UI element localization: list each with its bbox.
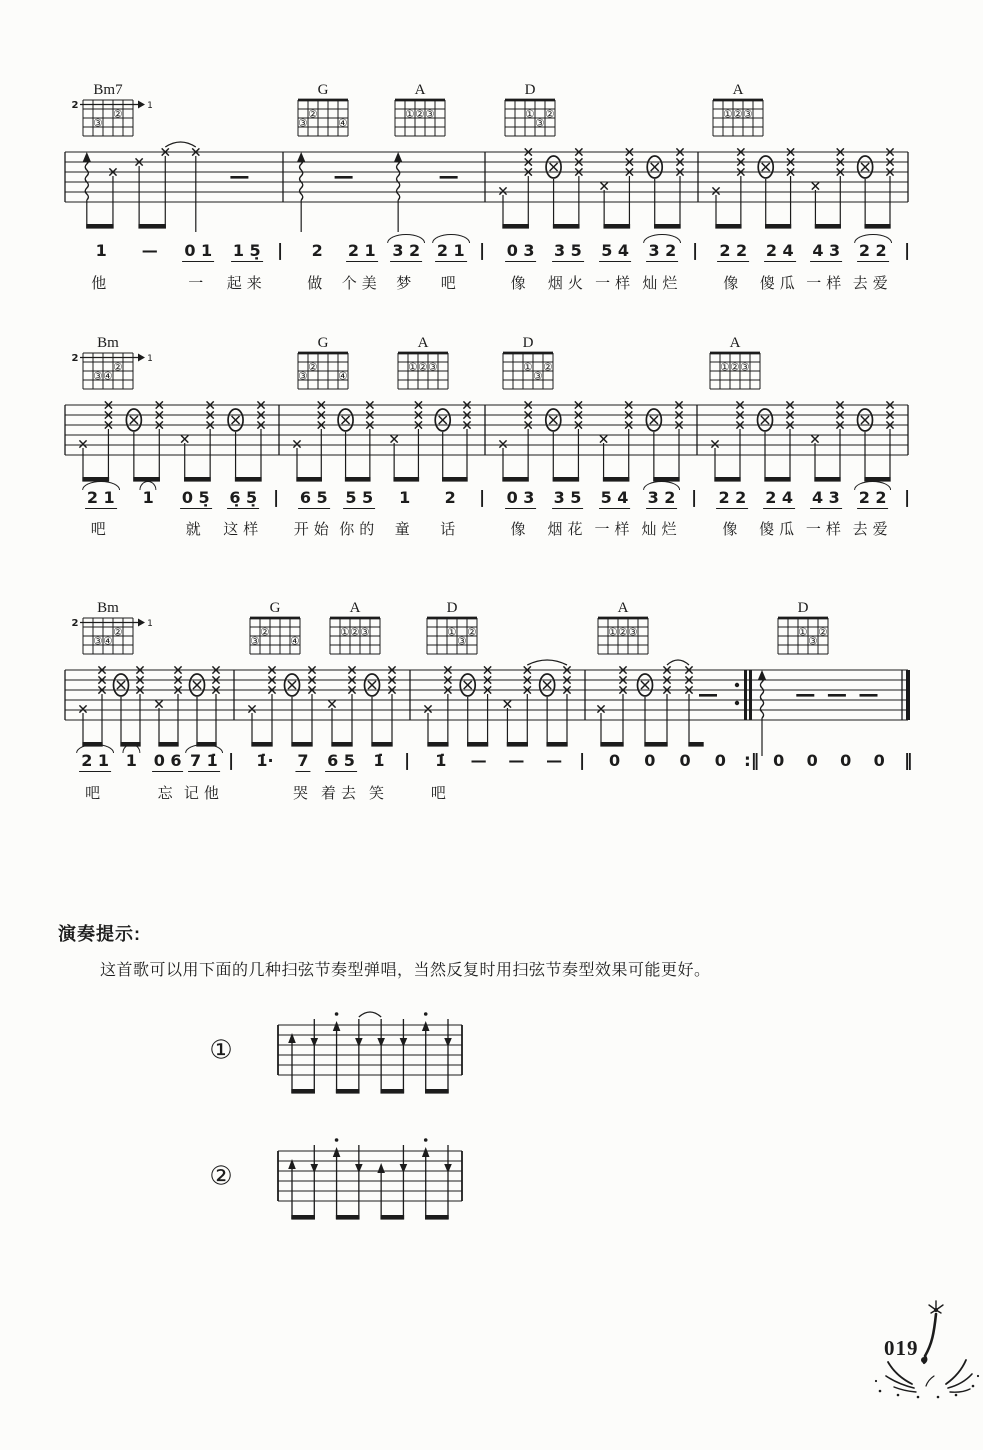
lyric-syllable: 去爱 [852, 275, 893, 292]
svg-text:③: ③ [743, 108, 753, 121]
melody-token: 0 [609, 751, 621, 770]
lyric-syllable: 梦 [396, 275, 417, 292]
svg-text:2: 2 [71, 100, 79, 111]
svg-text:Bm: Bm [97, 335, 119, 351]
svg-text:④: ④ [290, 635, 300, 648]
lyric-syllable: 他 [91, 275, 112, 292]
lyric-syllable: 像 [510, 521, 531, 538]
lyric-syllable: 灿烂 [641, 521, 682, 538]
melody-token: 3 5 [553, 488, 582, 507]
svg-text:③: ③ [250, 635, 260, 648]
lyric-syllable: 吧 [85, 785, 106, 802]
svg-text:③: ③ [93, 370, 103, 383]
svg-text:②: ② [113, 361, 123, 374]
melody-token: 2 2 [718, 488, 747, 507]
melody-token: 0 [806, 751, 818, 770]
lyric-syllable: 傻瓜 [759, 275, 800, 292]
lyric-syllable: 做 [307, 275, 328, 292]
lyric-syllable: 像 [510, 275, 531, 292]
svg-text:②: ② [308, 108, 318, 121]
svg-text:1: 1 [147, 101, 153, 111]
lyric-syllable: 一样 [805, 521, 846, 538]
melody-token: 1 [399, 488, 411, 507]
melody-token: 0 [714, 751, 726, 770]
svg-text:①: ① [340, 626, 350, 639]
svg-text:D: D [446, 600, 458, 616]
svg-text:①: ① [798, 626, 808, 639]
lyric-syllable: 像 [723, 275, 744, 292]
svg-text:③: ③ [298, 117, 308, 130]
melody-token: 5 5 [345, 488, 374, 507]
svg-text:③: ③ [808, 635, 818, 648]
svg-text:②: ② [618, 626, 628, 639]
lyric-syllable: 吧 [90, 521, 111, 538]
svg-text:①: ① [608, 626, 618, 639]
melody-token: 0 1 [184, 241, 213, 260]
system-end-barline: ‖ [904, 751, 913, 771]
svg-text:④: ④ [338, 370, 348, 383]
svg-text:A: A [414, 82, 426, 98]
lyric-syllable: 吧 [440, 275, 461, 292]
melody-token: 1 [125, 751, 137, 770]
svg-text:②: ② [467, 626, 477, 639]
svg-text:2: 2 [71, 353, 79, 364]
svg-text:②: ② [260, 626, 270, 639]
svg-text:③: ③ [93, 117, 103, 130]
svg-text:③: ③ [360, 626, 370, 639]
svg-text:③: ③ [425, 108, 435, 121]
melody-token: 2 1 [347, 241, 376, 260]
lyric-syllable: 烟花 [547, 521, 588, 538]
svg-text:1: 1 [147, 354, 153, 364]
measure-separator: | [579, 751, 586, 771]
svg-text:③: ③ [428, 361, 438, 374]
svg-text:G: G [269, 600, 281, 616]
svg-text:③: ③ [533, 370, 543, 383]
melody-token: 2 4 [765, 241, 794, 260]
strum-pattern-1-label: ① [209, 1034, 233, 1065]
svg-text:G: G [317, 82, 329, 98]
melody-token: 0 3 [506, 488, 535, 507]
melody-token: 7 1̇ [189, 751, 218, 770]
melody-token: 1 [142, 488, 154, 507]
svg-text:A: A [349, 600, 361, 616]
lyric-syllable: 烟火 [547, 275, 588, 292]
melody-token: 5 4 [601, 241, 630, 260]
svg-text:D: D [524, 82, 536, 98]
svg-text:A: A [732, 82, 744, 98]
svg-text:D: D [522, 335, 534, 351]
melody-token: 3 2 [392, 241, 421, 260]
measure-separator: | [479, 241, 486, 261]
svg-text:③: ③ [535, 117, 545, 130]
svg-text:②: ② [308, 361, 318, 374]
lyric-syllable: 你的 [339, 521, 380, 538]
measure-separator: | [479, 488, 486, 508]
svg-text:D: D [797, 600, 809, 616]
melody-token: 1 [95, 241, 107, 260]
melody-token: 2 2 [858, 488, 887, 507]
melody-token: 3 2 [648, 241, 677, 260]
melody-token: 1̇· [256, 751, 274, 770]
svg-text:③: ③ [298, 370, 308, 383]
svg-text:②: ② [733, 108, 743, 121]
measure-separator: | [691, 488, 698, 508]
lyric-syllable: 一 [188, 275, 209, 292]
lyric-syllable: 像 [722, 521, 743, 538]
melody-token: 2 1 [81, 751, 110, 770]
system-end-barline: | [904, 241, 911, 261]
svg-text:2: 2 [71, 618, 79, 629]
melody-token: 2 [311, 241, 323, 260]
melody-token: 0 3 [506, 241, 535, 260]
svg-text:④: ④ [338, 117, 348, 130]
melody-token: 5 4 [600, 488, 629, 507]
melody-token: — [141, 241, 158, 260]
melody-token: 6̣ 5̣ [229, 488, 258, 507]
svg-text:①: ① [720, 361, 730, 374]
svg-text:G: G [317, 335, 329, 351]
melody-token: 2 2 [719, 241, 748, 260]
melody-token: 0 [873, 751, 885, 770]
melody-token: 0 [679, 751, 691, 770]
lyric-syllable: 就 [185, 521, 206, 538]
measure-separator: | [692, 241, 699, 261]
svg-text:④: ④ [103, 370, 113, 383]
lyric-syllable: 笑 [368, 785, 390, 802]
svg-text:②: ② [543, 361, 553, 374]
system-end-barline: | [904, 488, 911, 508]
lyric-syllable: 话 [440, 521, 461, 538]
melody-token: 0 [773, 751, 785, 770]
lyric-syllable: 一样 [595, 275, 636, 292]
lyric-syllable: 傻瓜 [759, 521, 800, 538]
melody-token: 1̇ [373, 751, 385, 770]
lyric-syllable: 着去 [320, 785, 362, 802]
svg-text:③: ③ [628, 626, 638, 639]
svg-text:①: ① [723, 108, 733, 121]
svg-text:①: ① [525, 108, 535, 121]
lyric-syllable: 这样 [223, 521, 264, 538]
svg-text:②: ② [730, 361, 740, 374]
strum-pattern-2-label: ② [209, 1160, 233, 1191]
svg-text:②: ② [113, 626, 123, 639]
melody-token: — [546, 751, 563, 770]
performance-tips-heading: 演奏提示: [58, 924, 141, 944]
svg-text:A: A [417, 335, 429, 351]
svg-text:Bm7: Bm7 [93, 82, 123, 98]
lyric-syllable: 个美 [341, 275, 382, 292]
svg-text:④: ④ [103, 635, 113, 648]
lyric-syllable: 哭 [292, 785, 314, 802]
svg-text:1: 1 [147, 619, 153, 629]
melody-token: 0 [644, 751, 656, 770]
lyric-syllable: 开始 [293, 521, 334, 538]
measure-separator: :‖ [744, 751, 760, 771]
melody-token: 1 5̣ [232, 241, 261, 260]
melody-token: 7 [297, 751, 309, 770]
svg-text:③: ③ [457, 635, 467, 648]
melody-token: 6 5 [299, 488, 328, 507]
svg-text:②: ② [818, 626, 828, 639]
page-number: 019 [884, 1336, 919, 1360]
svg-text:③: ③ [740, 361, 750, 374]
measure-separator: | [277, 241, 284, 261]
svg-text:①: ① [405, 108, 415, 121]
melody-token: 6 5 [327, 751, 355, 770]
lyric-syllable: 一样 [806, 275, 847, 292]
melody-token: 2 [444, 488, 456, 507]
lyric-syllable: 吧 [430, 785, 451, 802]
lyric-syllable: 去爱 [852, 521, 893, 538]
performance-tips-body: 这首歌可以用下面的几种扫弦节奏型弹唱，当然反复时用扫弦节奏型效果可能更好。 [100, 962, 711, 979]
svg-text:②: ② [350, 626, 360, 639]
melody-token: — [508, 751, 525, 770]
measure-separator: | [228, 751, 235, 771]
melody-token: 0 [840, 751, 852, 770]
svg-text:②: ② [415, 108, 425, 121]
melody-token: 0 5̣ [181, 488, 210, 507]
melody-token: 0 6 [153, 751, 182, 770]
lyric-syllable: 一样 [594, 521, 635, 538]
melody-token: — [470, 751, 487, 770]
page-decoration-icon [868, 1288, 983, 1406]
lyric-syllable: 灿烂 [642, 275, 683, 292]
svg-text:A: A [729, 335, 741, 351]
svg-text:②: ② [418, 361, 428, 374]
svg-text:Bm: Bm [97, 600, 119, 616]
lyric-syllable: 记他 [183, 785, 224, 802]
melody-token: 1̇ [435, 751, 447, 770]
svg-text:①: ① [447, 626, 457, 639]
lyric-syllable: 童 [394, 521, 415, 538]
measure-separator: | [273, 488, 280, 508]
melody-token: 2 4 [765, 488, 794, 507]
melody-token: 2 1 [436, 241, 465, 260]
svg-text:①: ① [408, 361, 418, 374]
melody-token: 3 5 [553, 241, 582, 260]
measure-separator: | [404, 751, 411, 771]
svg-text:②: ② [113, 108, 123, 121]
svg-text:③: ③ [93, 635, 103, 648]
svg-text:①: ① [523, 361, 533, 374]
svg-text:A: A [617, 600, 629, 616]
melody-token: 2 1 [86, 488, 115, 507]
melody-token: 4 3 [811, 488, 840, 507]
lyric-syllable: 忘 [157, 785, 178, 802]
melody-token: 4 3 [812, 241, 841, 260]
lyric-syllable: 起来 [226, 275, 267, 292]
svg-text:②: ② [545, 108, 555, 121]
melody-token: 2 2 [858, 241, 887, 260]
melody-token: 3 2 [647, 488, 676, 507]
